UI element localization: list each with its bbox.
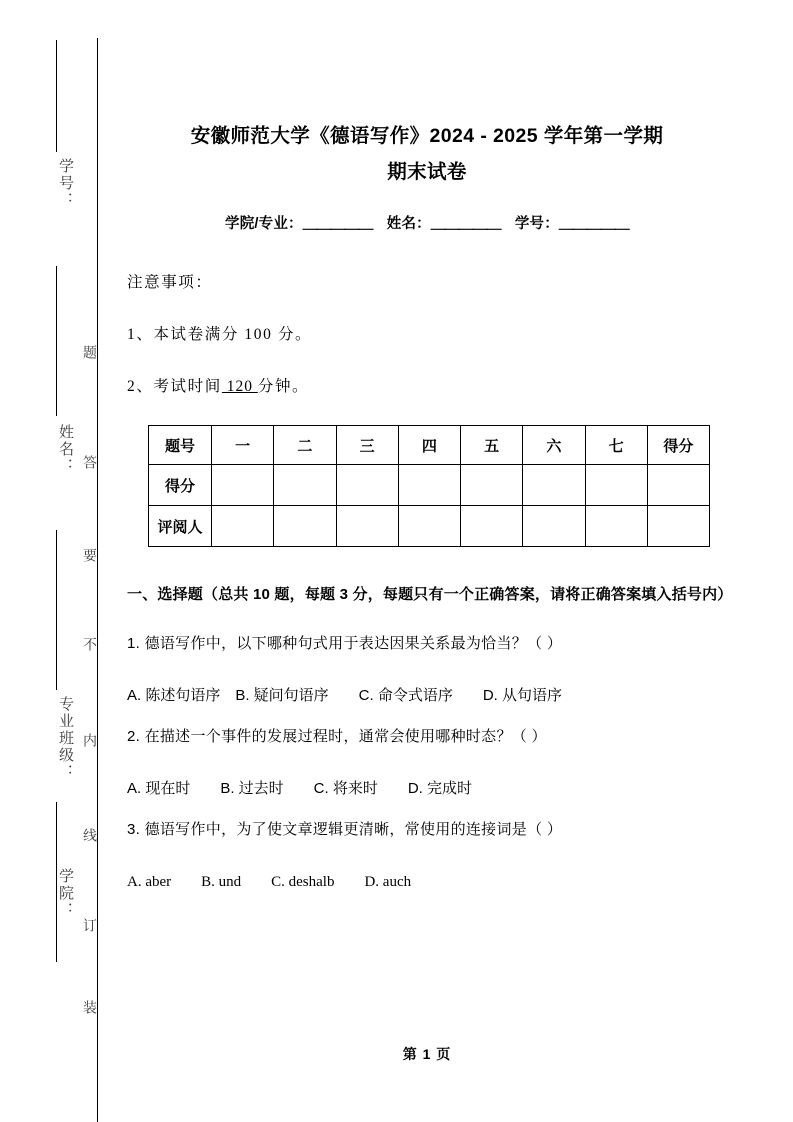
table-row [149,506,710,547]
name-label: 姓名： [386,216,431,232]
score-header-total: 得分 [647,426,709,465]
reviewer-cell[interactable] [461,506,523,547]
exam-duration-value: 120 [221,378,258,395]
reviewer-cell[interactable] [647,506,709,547]
score-header-label: 题号 [149,426,212,465]
student-id-blank[interactable]: ＿＿＿＿＿ [558,216,629,232]
question-2-options: A. 现在时 B. 过去时 C. 将来时 D. 完成时 [127,780,473,797]
student-info-line [127,212,727,233]
seal-char-3: 不 [81,637,96,651]
notice-item-2 [127,361,727,413]
college-major-label: 学院/专业： [225,216,303,232]
score-cell[interactable] [398,465,460,506]
score-header-4: 四 [398,426,460,465]
reviewer-cell[interactable] [398,506,460,547]
name-blank[interactable]: ＿＿＿＿＿ [430,216,501,232]
score-cell[interactable] [212,465,274,506]
score-header-5: 五 [461,426,523,465]
binding-label-student-id: 学号： [57,158,73,209]
paper-content [127,0,733,1122]
question-2-stem: 2. 在描述一个事件的发展过程时，通常会使用哪种时态？（ ） [127,728,547,745]
student-id-label: 学号： [514,216,559,232]
seal-char-0: 题 [81,345,96,359]
reviewer-cell[interactable] [585,506,647,547]
reviewer-cell[interactable] [212,506,274,547]
page-title-line2: 期末试卷 [387,161,467,183]
score-cell[interactable] [523,465,585,506]
binding-line-segment [56,40,57,152]
seal-char-6: 订 [81,918,96,932]
score-header-7: 七 [585,426,647,465]
score-header-6: 六 [523,426,585,465]
reviewer-row-label: 评阅人 [149,506,212,547]
score-table [148,425,710,547]
notice-item-2-suffix: 分钟。 [257,378,310,395]
page-footer: 第 1 页 [402,1046,452,1062]
seal-char-5: 线 [81,828,96,842]
notice-block [127,257,727,413]
binding-line-inner [97,38,98,1122]
seal-char-4: 内 [81,733,96,747]
page-title-line1: 安徽师范大学《德语写作》2024 - 2025 学年第一学期 [190,125,664,147]
score-header-2: 二 [274,426,336,465]
score-header-3: 三 [336,426,398,465]
reviewer-cell[interactable] [336,506,398,547]
question-1-stem: 1. 德语写作中，以下哪种句式用于表达因果关系最为恰当？（ ） [127,635,563,652]
notice-item-2-prefix: 2、考试时间 [127,378,222,395]
seal-char-1: 答 [81,455,96,469]
notice-item-1: 1、本试卷满分 100 分。 [127,326,313,343]
table-row [149,465,710,506]
reviewer-cell[interactable] [523,506,585,547]
question-3-options: A. aber B. und C. deshalb D. auch [127,874,412,890]
reviewer-cell[interactable] [274,506,336,547]
score-header-1: 一 [212,426,274,465]
page-title [127,0,727,190]
binding-line-segment [56,530,57,690]
score-cell[interactable] [336,465,398,506]
score-cell[interactable] [585,465,647,506]
binding-line-segment [56,266,57,416]
question-3-stem: 3. 德语写作中，为了使文章逻辑更清晰，常使用的连接词是（ ） [127,821,563,838]
binding-margin [0,0,120,1122]
seal-char-7: 装 [81,1000,96,1014]
score-cell[interactable] [461,465,523,506]
question-1-options: A. 陈述句语序 B. 疑问句语序 C. 命令式语序 D. 从句语序 [127,687,563,704]
section-heading-1: 一、选择题（总共 10 题，每题 3 分，每题只有一个正确答案，请将正确答案填入括号内） [127,586,733,603]
binding-label-class: 专业班级： [57,696,73,781]
binding-label-college: 学院： [57,868,73,919]
score-cell[interactable] [647,465,709,506]
score-table-wrapper [148,425,727,547]
score-cell[interactable] [274,465,336,506]
notice-heading: 注意事项： [127,274,213,291]
seal-char-2: 要 [81,548,96,562]
score-row-label: 得分 [149,465,212,506]
table-row-header [149,426,710,465]
binding-label-name: 姓名： [57,424,73,475]
college-major-blank[interactable]: ＿＿＿＿＿ [302,216,373,232]
